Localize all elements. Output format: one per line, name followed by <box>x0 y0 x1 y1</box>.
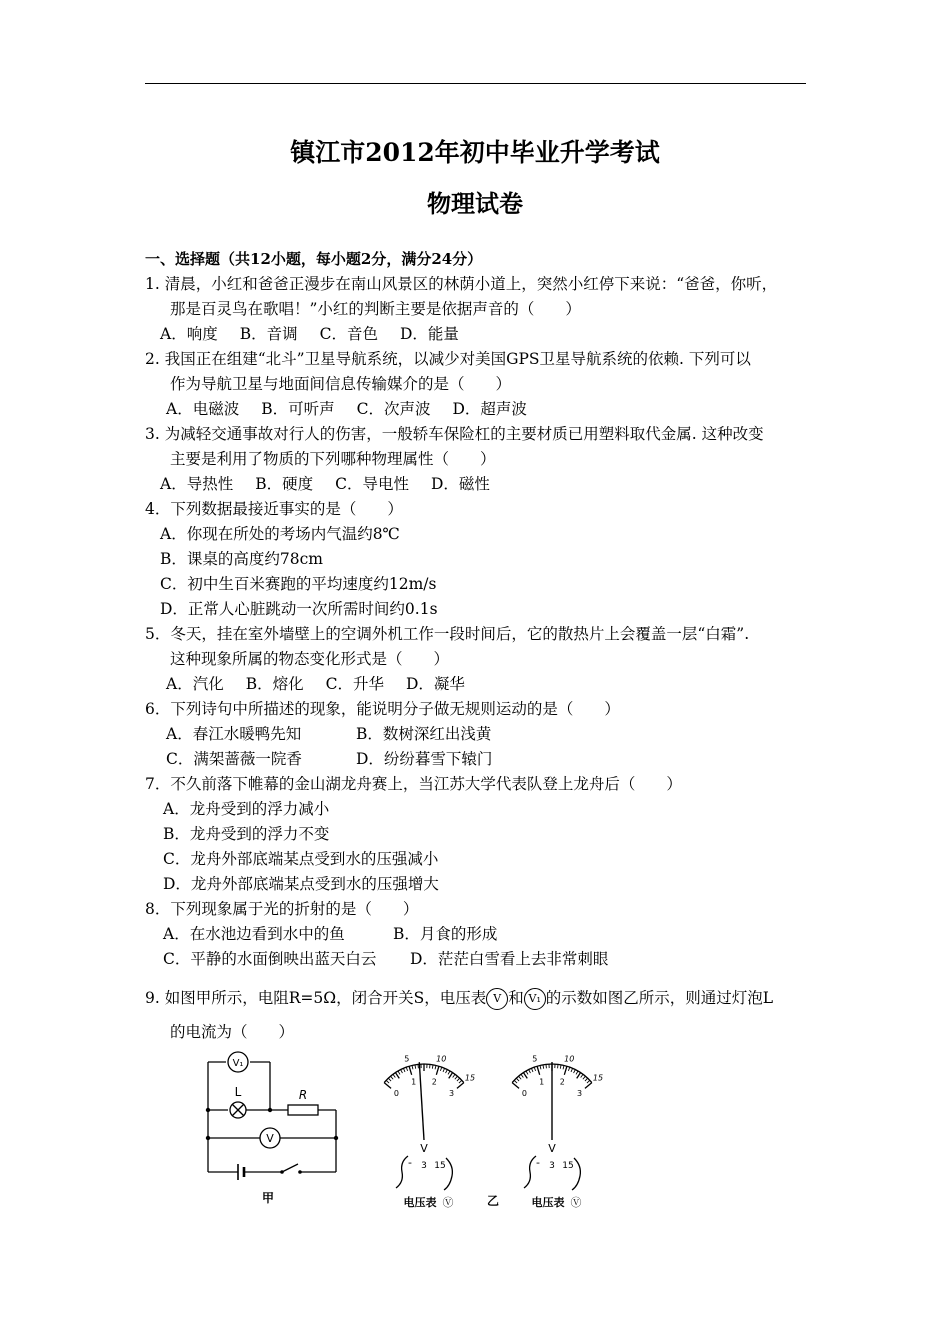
scale-tick <box>459 1080 462 1083</box>
terminal-15: 15 <box>434 1161 446 1171</box>
scale-label-outer: 5 <box>532 1054 538 1064</box>
voltmeter-v1-icon: V₁ <box>524 988 546 1010</box>
voltmeter-v-icon: V <box>486 988 508 1010</box>
voltmeter-dials <box>360 1050 620 1210</box>
scale-tick <box>448 1071 450 1074</box>
needle <box>419 1062 424 1140</box>
scale-tick <box>577 1073 581 1079</box>
q7-line1: 7．不久前落下帷幕的金山湖龙舟赛上，当江苏大学代表队登上龙舟后（ ） <box>145 775 682 793</box>
figure-jia-label: 甲 <box>261 1191 275 1205</box>
scale-tick <box>391 1076 394 1079</box>
scale-tick <box>412 1065 413 1069</box>
option: C．音色 <box>319 325 378 343</box>
terminal-minus: - <box>536 1156 540 1169</box>
v-label: V <box>266 1132 274 1145</box>
scale-tick <box>523 1073 527 1079</box>
section-heading: 一、选择题（共12小题，每小题2分，满分24分） <box>145 250 483 268</box>
voltmeter-caption-icon: Ⓥ <box>570 1196 582 1209</box>
q4-option-b: B．课桌的高度约78cm <box>160 550 323 568</box>
scale-tick <box>443 1068 445 1072</box>
option: A．汽化 <box>166 675 224 693</box>
scale-tick <box>395 1073 399 1079</box>
scale-label-inner: 1 <box>539 1077 545 1087</box>
resistor-label: R <box>298 1088 308 1102</box>
scale-tick <box>529 1070 531 1074</box>
scale-tick <box>386 1080 389 1083</box>
scale-tick <box>455 1076 458 1079</box>
q8-option-a: A．在水池边看到水中的鱼 <box>163 925 345 943</box>
q7-option-b: B．龙舟受到的浮力不变 <box>163 825 330 843</box>
scale-tick <box>514 1080 517 1083</box>
scale-tick <box>457 1083 464 1089</box>
option: C．导电性 <box>335 475 409 493</box>
q1-options <box>160 324 481 344</box>
scale-tick <box>581 1074 583 1077</box>
q2-options <box>166 399 549 419</box>
q3-line2: 主要是利用了物质的下列哪种物理属性（ ） <box>170 450 496 468</box>
circuit-diagram <box>196 1050 346 1210</box>
q1-line1: 1. 清晨，小红和爸爸正漫步在南山风景区的林荫小道上，突然小红停下来说：“爸爸，你听， <box>145 275 778 293</box>
voltmeter-caption-icon: Ⓥ <box>442 1196 454 1209</box>
scale-tick <box>537 1066 540 1075</box>
scale-tick <box>564 1066 567 1075</box>
wire <box>524 1156 536 1188</box>
scale-tick <box>526 1071 528 1074</box>
voltmeter-left <box>384 1055 475 1209</box>
scale-label-outer: 10 <box>564 1054 575 1064</box>
q9-line2: 的电流为（ ） <box>170 1023 295 1041</box>
q6-option-b: B．数树深红出浅黄 <box>356 725 492 743</box>
scale-tick <box>521 1074 523 1077</box>
q6-option-d: D．纷纷暮雪下辕门 <box>356 750 493 768</box>
q8-line1: 8．下列现象属于光的折射的是（ ） <box>145 900 419 918</box>
lamp-label: L <box>234 1085 242 1099</box>
option: D．超声波 <box>452 400 527 418</box>
switch-icon <box>282 1164 298 1172</box>
q3-options <box>160 474 512 494</box>
scale-tick <box>436 1066 439 1075</box>
q5-line2: 这种现象所属的物态变化形式是（ ） <box>170 650 450 668</box>
scale-tick <box>384 1083 391 1089</box>
scale-tick <box>574 1070 576 1074</box>
q4-option-a: A．你现在所处的考场内气温约8℃ <box>160 525 400 543</box>
scale-label-inner: 0 <box>393 1088 399 1098</box>
scale-tick <box>446 1070 448 1074</box>
header-rule <box>145 83 806 84</box>
scale-label-outer: 15 <box>592 1073 604 1083</box>
scale-tick <box>440 1067 441 1071</box>
scale-tick <box>540 1065 541 1069</box>
option: A．电磁波 <box>166 400 240 418</box>
q7-option-c: C．龙舟外部底端某点受到水的压强减小 <box>163 850 439 868</box>
resistor-icon <box>288 1105 318 1115</box>
terminal-15: 15 <box>562 1161 574 1171</box>
scale-tick <box>587 1080 590 1083</box>
option: D．凝华 <box>405 675 465 693</box>
meter-caption: 电压表 <box>531 1196 565 1209</box>
q5-line1: 5．冬天，挂在室外墙壁上的空调外机工作一段时间后，它的散热片上会覆盖一层“白霜”. <box>145 625 750 643</box>
scale-tick <box>560 1065 561 1069</box>
option: A．响度 <box>160 325 218 343</box>
scale-tick <box>457 1078 460 1081</box>
meter-caption: 电压表 <box>403 1196 437 1209</box>
pointer-letter: V <box>420 1142 428 1155</box>
option: A．导热性 <box>160 475 234 493</box>
scale-tick <box>585 1078 588 1081</box>
scale-tick <box>415 1065 416 1069</box>
scale-tick <box>449 1073 453 1079</box>
scale-tick <box>571 1068 573 1072</box>
q7-option-a: A．龙舟受到的浮力减小 <box>163 800 330 818</box>
scale-tick <box>531 1068 533 1072</box>
q7-option-d: D．龙舟外部底端某点受到水的压强增大 <box>163 875 439 893</box>
q4-option-c: C．初中生百米赛跑的平均速度约12m/s <box>160 575 437 593</box>
q9-line1: 9. 如图甲所示，电阻R=5Ω，闭合开关S，电压表 V 和 V₁ 的示数如图乙所示，则通过灯泡L <box>145 986 773 1010</box>
scale-tick <box>519 1076 522 1079</box>
q5-options <box>166 674 487 694</box>
option: C．次声波 <box>356 400 431 418</box>
q2-line1: 2. 我国正在组建“北斗”卫星导航系统，以减少对美国GPS卫星导航系统的依赖. 下列可以 <box>145 350 751 368</box>
scale-label-inner: 2 <box>431 1077 437 1087</box>
scale-label-outer: 15 <box>464 1073 476 1083</box>
scale-tick <box>576 1071 578 1074</box>
scale-tick <box>516 1078 519 1081</box>
option: C．升华 <box>325 675 384 693</box>
v1-label: V₁ <box>232 1058 244 1069</box>
scale-tick <box>388 1078 391 1081</box>
scale-tick <box>543 1065 544 1069</box>
q4-option-d: D．正常人心脏跳动一次所需时间约0.1s <box>160 600 438 618</box>
scale-label-outer: 10 <box>436 1054 447 1064</box>
scale-tick <box>583 1076 586 1079</box>
scale-tick <box>409 1066 412 1075</box>
pointer-letter: V <box>548 1142 556 1155</box>
q6-line1: 6．下列诗句中所描述的现象，能说明分子做无规则运动的是（ ） <box>145 700 620 718</box>
option: B．音调 <box>239 325 298 343</box>
scale-tick <box>512 1083 519 1089</box>
q8-option-d: D．茫茫白雪看上去非常刺眼 <box>410 950 609 968</box>
exam-title: 镇江市2012年初中毕业升学考试 <box>290 138 660 167</box>
option: B．硬度 <box>255 475 314 493</box>
scale-label-outer: 5 <box>404 1054 410 1064</box>
terminal-3: 3 <box>421 1161 427 1171</box>
scale-tick <box>453 1074 455 1077</box>
wire <box>396 1156 408 1188</box>
scale-label-inner: 1 <box>411 1077 417 1087</box>
option: D．能量 <box>399 325 459 343</box>
scale-tick <box>534 1067 535 1071</box>
scale-tick <box>406 1067 407 1071</box>
q3-line1: 3. 为减轻交通事故对行人的伤害，一般轿车保险杠的主要材质已用塑料取代金属. 这种改变 <box>145 425 764 443</box>
scale-tick <box>432 1065 433 1069</box>
scale-tick <box>398 1071 400 1074</box>
scale-tick <box>585 1083 592 1089</box>
q2-line2: 作为导航卫星与地面间信息传输媒介的是（ ） <box>170 375 512 393</box>
scale-label-inner: 3 <box>449 1088 455 1098</box>
option: B．可听声 <box>261 400 335 418</box>
q1-line2: 那是百灵鸟在歌唱！”小红的判断主要是依据声音的（ ） <box>170 300 581 318</box>
scale-tick <box>563 1065 564 1069</box>
option: D．磁性 <box>430 475 490 493</box>
scale-tick <box>435 1065 436 1069</box>
q4-line1: 4．下列数据最接近事实的是（ ） <box>145 500 403 518</box>
q8-option-c: C．平静的水面倒映出蓝天白云 <box>163 950 377 968</box>
q8-option-b: B．月食的形成 <box>393 925 498 943</box>
scale-tick <box>401 1070 403 1074</box>
scale-label-inner: 0 <box>521 1088 527 1098</box>
voltmeter-right <box>512 1055 603 1209</box>
q6-option-a: A．春江水暖鸭先知 <box>166 725 302 743</box>
scale-label-inner: 2 <box>559 1077 565 1087</box>
option: B．熔化 <box>245 675 304 693</box>
q6-option-c: C．满架蔷薇一院香 <box>166 750 302 768</box>
scale-tick <box>403 1068 405 1072</box>
figure-yi-label: 乙 <box>486 1194 500 1208</box>
scale-tick <box>568 1067 569 1071</box>
scale-tick <box>393 1074 395 1077</box>
terminal-minus: - <box>408 1156 412 1169</box>
scale-label-inner: 3 <box>577 1088 583 1098</box>
terminal-3: 3 <box>549 1161 555 1171</box>
exam-subtitle: 物理试卷 <box>427 189 523 218</box>
